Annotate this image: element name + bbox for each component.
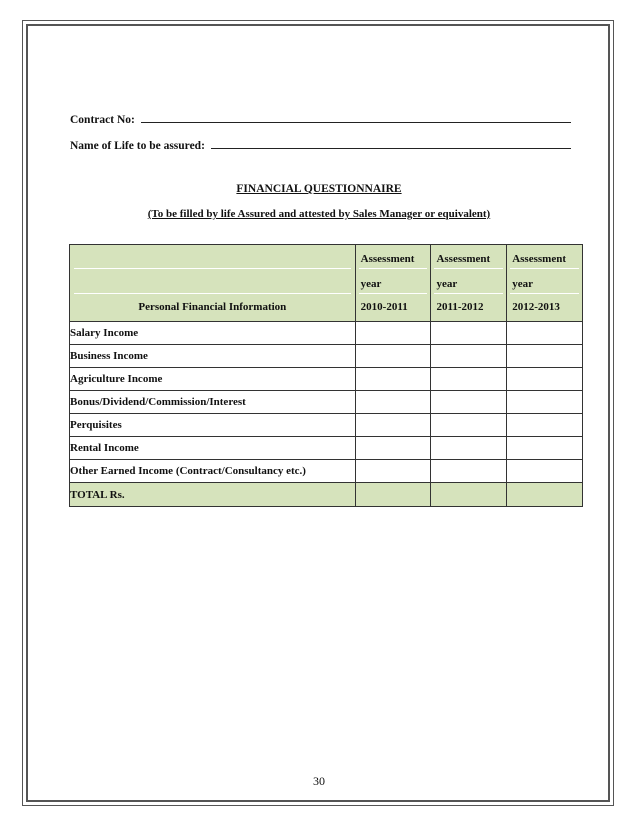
input-cell[interactable] <box>355 368 431 391</box>
header-year-2-line1: Assessment <box>436 253 491 265</box>
row-label: Agriculture Income <box>70 368 356 391</box>
header-year-1-line1: Assessment <box>360 253 415 265</box>
input-cell[interactable] <box>431 414 507 437</box>
form-title: FINANCIAL QUESTIONNAIRE <box>236 183 402 195</box>
row-label: Perquisites <box>70 414 356 437</box>
input-cell[interactable] <box>355 414 431 437</box>
header-main-label: Personal Financial Information <box>138 301 287 313</box>
table-row <box>70 391 583 414</box>
input-cell[interactable] <box>431 368 507 391</box>
total-label: TOTAL Rs. <box>70 483 356 507</box>
contract-label: Contract No: <box>70 114 135 126</box>
header-year-3 <box>507 245 583 322</box>
header-year-2-line2: year <box>436 278 458 290</box>
row-label: Rental Income <box>70 437 356 460</box>
financial-table <box>69 244 583 507</box>
input-cell[interactable] <box>507 368 583 391</box>
input-cell[interactable] <box>355 345 431 368</box>
contract-line <box>70 114 571 126</box>
total-cell[interactable] <box>355 483 431 507</box>
header-year-1-line2: year <box>360 278 382 290</box>
table-row <box>70 322 583 345</box>
input-cell[interactable] <box>507 391 583 414</box>
header-personal-financial-info <box>70 245 356 322</box>
page-number: 30 <box>313 774 325 788</box>
total-cell[interactable] <box>431 483 507 507</box>
table-row <box>70 460 583 483</box>
header-year-1-line3: 2010-2011 <box>360 301 408 313</box>
row-label: Bonus/Dividend/Commission/Interest <box>70 391 356 414</box>
header-year-3-line2: year <box>512 278 533 290</box>
header-year-2-line3: 2011-2012 <box>436 301 484 313</box>
form-subtitle: (To be filled by life Assured and attested by Sales Manager or equivalent) <box>147 208 491 220</box>
table-row <box>70 437 583 460</box>
header-year-1 <box>355 245 431 322</box>
input-cell[interactable] <box>507 460 583 483</box>
input-cell[interactable] <box>431 322 507 345</box>
total-cell[interactable] <box>507 483 583 507</box>
input-cell[interactable] <box>507 414 583 437</box>
life-field[interactable] <box>211 147 571 149</box>
input-cell[interactable] <box>355 391 431 414</box>
input-cell[interactable] <box>431 460 507 483</box>
input-cell[interactable] <box>355 437 431 460</box>
total-row <box>70 483 583 507</box>
input-cell[interactable] <box>431 437 507 460</box>
row-label: Other Earned Income (Contract/Consultancy etc.) <box>70 460 356 483</box>
table-row <box>70 368 583 391</box>
input-cell[interactable] <box>507 322 583 345</box>
row-label: Business Income <box>70 345 356 368</box>
input-cell[interactable] <box>507 437 583 460</box>
contract-field[interactable] <box>141 121 571 123</box>
header-year-3-line1: Assessment <box>512 253 566 265</box>
input-cell[interactable] <box>355 460 431 483</box>
table-header-row <box>70 245 583 322</box>
table-row <box>70 345 583 368</box>
header-year-2 <box>431 245 507 322</box>
header-year-3-line3: 2012-2013 <box>512 301 560 313</box>
table-row <box>70 414 583 437</box>
input-cell[interactable] <box>431 345 507 368</box>
life-label: Name of Life to be assured: <box>70 140 205 152</box>
input-cell[interactable] <box>355 322 431 345</box>
life-line <box>70 140 571 152</box>
input-cell[interactable] <box>431 391 507 414</box>
input-cell[interactable] <box>507 345 583 368</box>
row-label: Salary Income <box>70 322 356 345</box>
